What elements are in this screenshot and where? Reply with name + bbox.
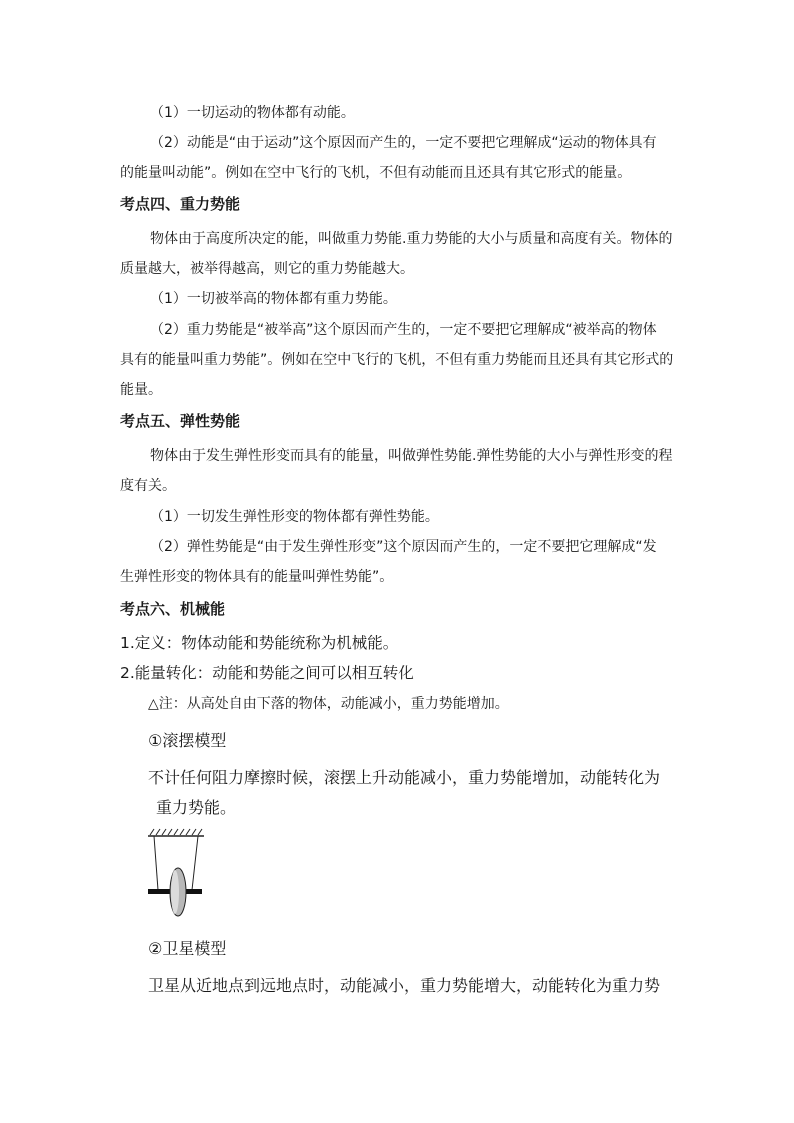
maxwell-pendulum-figure — [142, 826, 208, 922]
model1-line2: 重力势能。 — [156, 798, 237, 817]
k3-item1: （1）一切运动的物体都有动能。 — [150, 105, 355, 121]
k6-energy-conversion: 2.能量转化：动能和势能之间可以相互转化 — [120, 664, 414, 682]
k4-paragraph-line2: 质量越大，被举得越高，则它的重力势能越大。 — [120, 261, 414, 277]
model2-line1: 卫星从近地点到远地点时，动能减小，重力势能增大，动能转化为重力势 — [148, 976, 661, 995]
left-string — [154, 836, 158, 890]
k4-paragraph-line1: 物体由于高度所决定的能，叫做重力势能.重力势能的大小与质量和高度有关。物体的 — [150, 231, 673, 247]
k5-item2-line1: （2）弹性势能是“由于发生弹性形变”这个原因而产生的，一定不要把它理解成“发 — [150, 539, 657, 555]
k4-heading: 考点四、重力势能 — [120, 195, 241, 213]
k6-definition: 1.定义：物体动能和势能统称为机械能。 — [120, 634, 399, 652]
k5-paragraph-line2: 度有关。 — [120, 478, 176, 494]
model1-line1: 不计任何阻力摩擦时候，滚摆上升动能减小，重力势能增加，动能转化为 — [148, 768, 661, 787]
model1-title: ①滚摆模型 — [148, 731, 227, 750]
k4-item1: （1）一切被举高的物体都有重力势能。 — [150, 291, 397, 307]
ceiling-hatch — [148, 829, 204, 836]
model2-title: ②卫星模型 — [148, 939, 227, 958]
right-string — [192, 836, 198, 890]
k3-item2-line2: 的能量叫动能”。例如在空中飞行的飞机，不但有动能而且还具有其它形式的能量。 — [120, 165, 632, 181]
k4-item2-line1: （2）重力势能是“被举高”这个原因而产生的，一定不要把它理解成“被举高的物体 — [150, 322, 657, 338]
k3-item2-line1: （2）动能是“由于运动”这个原因而产生的，一定不要把它理解成“运动的物体具有 — [150, 135, 657, 151]
k4-item2-line3: 能量。 — [120, 382, 162, 398]
k5-item2-line2: 生弹性形变的物体具有的能量叫弹性势能”。 — [120, 569, 394, 585]
k4-item2-line2: 具有的能量叫重力势能”。例如在空中飞行的飞机，不但有重力势能而且还具有其它形式的 — [120, 352, 674, 368]
k5-heading: 考点五、弹性势能 — [120, 412, 241, 430]
k6-heading: 考点六、机械能 — [120, 600, 226, 618]
k5-item1: （1）一切发生弹性形变的物体都有弹性势能。 — [150, 509, 439, 525]
k6-note: △注：从高处自由下落的物体，动能减小，重力势能增加。 — [148, 696, 509, 712]
roller-wheel-highlight — [171, 870, 179, 914]
k5-paragraph-line1: 物体由于发生弹性形变而具有的能量，叫做弹性势能.弹性势能的大小与弹性形变的程 — [150, 448, 673, 464]
